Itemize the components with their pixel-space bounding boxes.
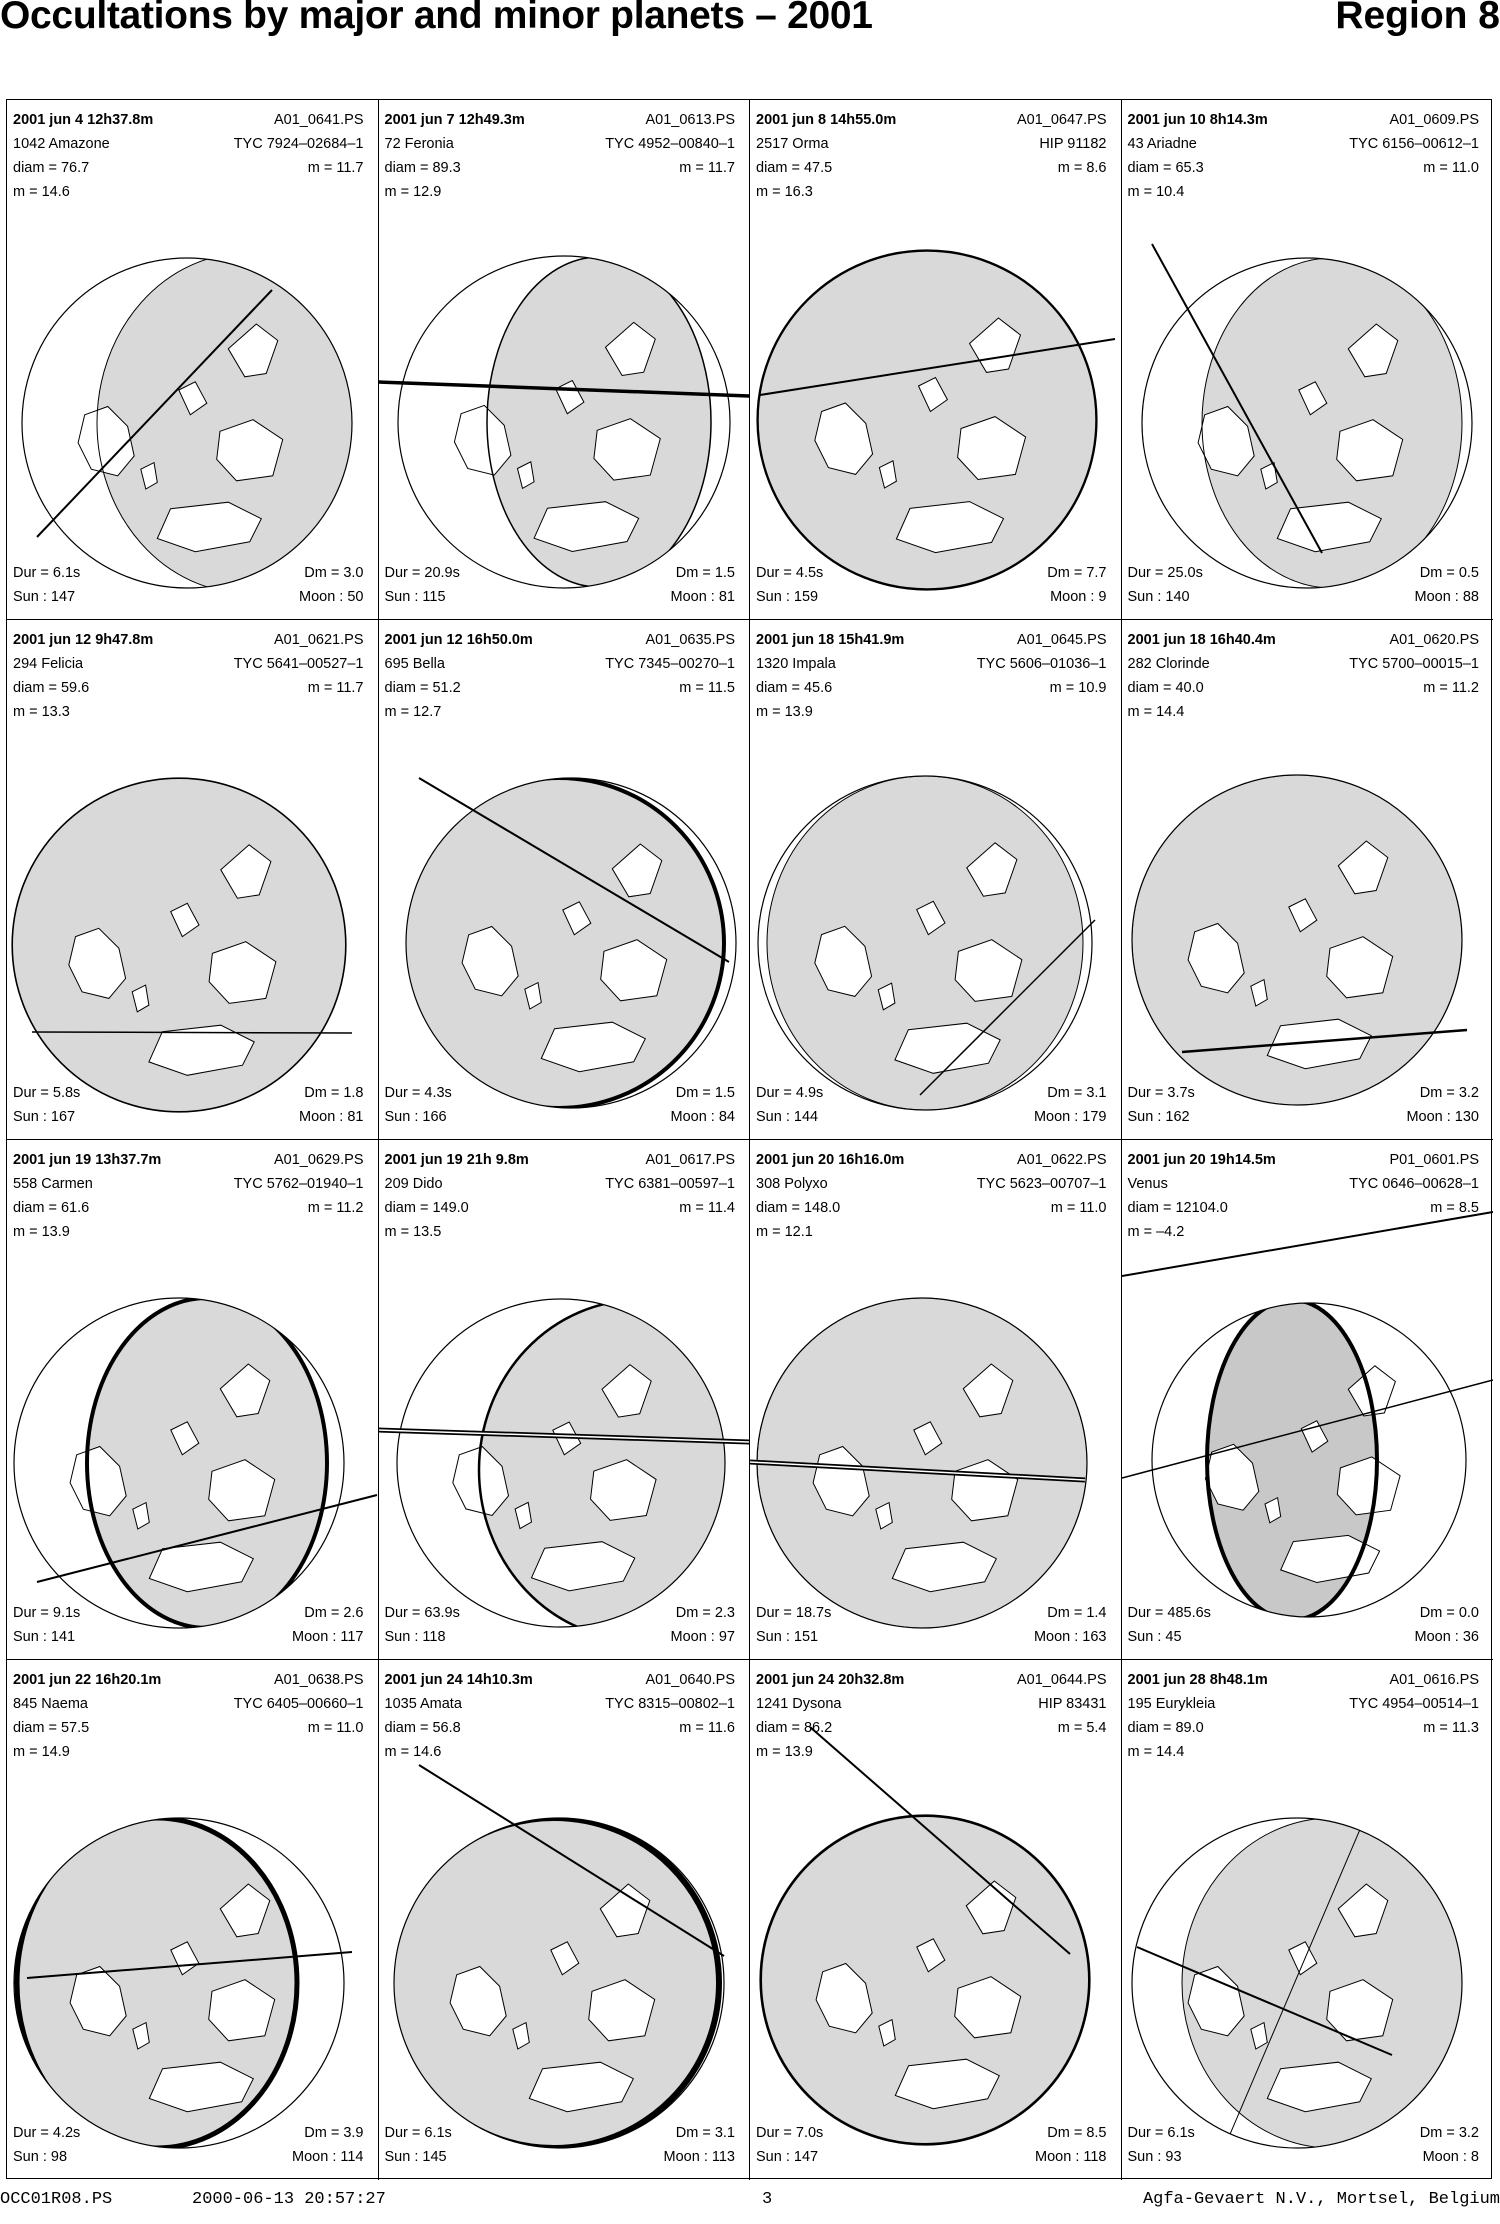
occultation-date: 2001 jun 10 8h14.3m xyxy=(1127,112,1268,128)
diameter: diam = 40.0 xyxy=(1127,680,1204,696)
duration: Dur = 4.9s xyxy=(756,1085,824,1101)
occultation-date: 2001 jun 12 9h47.8m xyxy=(13,632,154,648)
occultation-date: 2001 jun 8 14h55.0m xyxy=(756,112,897,128)
duration: Dur = 6.1s xyxy=(384,2125,452,2141)
occultation-date: 2001 jun 19 13h37.7m xyxy=(13,1152,162,1168)
star-id: TYC 6405–00660–1 xyxy=(233,1696,364,1712)
asteroid-name: 43 Ariadne xyxy=(1127,136,1197,152)
page-footer xyxy=(0,2190,1500,2220)
duration: Dur = 4.3s xyxy=(384,1085,452,1101)
magnitude-drop: Dm = 2.3 xyxy=(675,1605,735,1621)
asteroid-magnitude: m = 13.9 xyxy=(13,1224,70,1240)
asteroid-name: Venus xyxy=(1127,1176,1168,1192)
asteroid-magnitude: m = 13.9 xyxy=(756,1744,813,1760)
diameter: diam = 59.6 xyxy=(13,680,90,696)
plot-file: A01_0640.PS xyxy=(645,1672,735,1688)
star-magnitude: m = 11.2 xyxy=(307,1200,364,1216)
magnitude-drop: Dm = 3.2 xyxy=(1419,2125,1479,2141)
sun-elongation: Sun : 162 xyxy=(1127,1109,1190,1125)
star-magnitude: m = 11.7 xyxy=(679,160,735,176)
asteroid-magnitude: m = 10.4 xyxy=(1127,184,1185,200)
occultation-cell xyxy=(379,1660,751,2180)
diameter: diam = 12104.0 xyxy=(1127,1200,1228,1216)
globe-map xyxy=(750,1140,1122,1660)
star-id: TYC 5762–01940–1 xyxy=(233,1176,364,1192)
sun-elongation: Sun : 159 xyxy=(756,589,819,605)
occultation-cell xyxy=(750,1660,1122,2180)
star-id: TYC 8315–00802–1 xyxy=(605,1696,735,1712)
globe-map xyxy=(379,1140,751,1660)
plot-file: A01_0641.PS xyxy=(274,112,364,128)
globe-map xyxy=(379,1660,751,2180)
star-magnitude: m = 11.0 xyxy=(1050,1200,1107,1216)
diameter: diam = 57.5 xyxy=(13,1720,90,1736)
globe-map xyxy=(7,100,379,620)
asteroid-name: 1042 Amazone xyxy=(13,136,110,152)
duration: Dur = 485.6s xyxy=(1127,1605,1211,1621)
star-magnitude: m = 8.6 xyxy=(1057,160,1107,176)
plot-file: P01_0601.PS xyxy=(1389,1152,1479,1168)
duration: Dur = 4.2s xyxy=(13,2125,81,2141)
magnitude-drop: Dm = 3.2 xyxy=(1419,1085,1479,1101)
plot-file: A01_0621.PS xyxy=(274,632,364,648)
globe-map xyxy=(1122,100,1494,620)
star-id: HIP 83431 xyxy=(1038,1696,1107,1712)
magnitude-drop: Dm = 0.0 xyxy=(1419,1605,1479,1621)
page-title: Occultations by major and minor planets – 2001 xyxy=(0,0,873,37)
sun-elongation: Sun : 45 xyxy=(1127,1629,1182,1645)
occultation-cell xyxy=(379,100,751,620)
asteroid-magnitude: m = 14.4 xyxy=(1127,1744,1185,1760)
occultation-date: 2001 jun 18 16h40.4m xyxy=(1127,632,1276,648)
sun-elongation: Sun : 141 xyxy=(13,1629,76,1645)
moon-elongation: Moon : 118 xyxy=(1035,2149,1107,2165)
diameter: diam = 65.3 xyxy=(1127,160,1204,176)
star-id: TYC 4954–00514–1 xyxy=(1349,1696,1479,1712)
sun-elongation: Sun : 145 xyxy=(384,2149,447,2165)
footer-timestamp: 2000-06-13 20:57:27 xyxy=(192,2190,386,2209)
sun-elongation: Sun : 151 xyxy=(756,1629,819,1645)
star-magnitude: m = 11.3 xyxy=(1423,1720,1479,1736)
magnitude-drop: Dm = 3.1 xyxy=(1047,1085,1107,1101)
duration: Dur = 7.0s xyxy=(756,2125,824,2141)
moon-elongation: Moon : 81 xyxy=(670,589,735,605)
moon-elongation: Moon : 97 xyxy=(670,1629,735,1645)
star-id: TYC 4952–00840–1 xyxy=(605,136,735,152)
moon-elongation: Moon : 84 xyxy=(670,1109,735,1125)
occultation-date: 2001 jun 12 16h50.0m xyxy=(384,632,533,648)
duration: Dur = 9.1s xyxy=(13,1605,81,1621)
occultation-cell xyxy=(750,100,1122,620)
star-magnitude: m = 11.2 xyxy=(1423,680,1479,696)
globe-map xyxy=(750,100,1122,620)
magnitude-drop: Dm = 3.9 xyxy=(304,2125,364,2141)
asteroid-magnitude: m = –4.2 xyxy=(1127,1224,1185,1240)
duration: Dur = 63.9s xyxy=(384,1605,460,1621)
plot-file: A01_0613.PS xyxy=(645,112,735,128)
occultation-date: 2001 jun 7 12h49.3m xyxy=(384,112,525,128)
moon-elongation: Moon : 9 xyxy=(1050,589,1107,605)
moon-elongation: Moon : 163 xyxy=(1033,1629,1107,1645)
magnitude-drop: Dm = 1.4 xyxy=(1047,1605,1107,1621)
sun-elongation: Sun : 166 xyxy=(384,1109,447,1125)
star-id: TYC 0646–00628–1 xyxy=(1349,1176,1479,1192)
footer-page-number: 3 xyxy=(762,2190,773,2209)
magnitude-drop: Dm = 2.6 xyxy=(304,1605,364,1621)
asteroid-name: 845 Naema xyxy=(13,1696,88,1712)
occultation-date: 2001 jun 20 16h16.0m xyxy=(756,1152,905,1168)
star-id: TYC 6156–00612–1 xyxy=(1349,136,1479,152)
occultation-date: 2001 jun 18 15h41.9m xyxy=(756,632,905,648)
sun-elongation: Sun : 93 xyxy=(1127,2149,1182,2165)
occultation-cell xyxy=(1122,620,1494,1140)
plot-file: A01_0647.PS xyxy=(1017,112,1107,128)
plot-file: A01_0638.PS xyxy=(274,1672,364,1688)
globe-map xyxy=(7,620,379,1140)
occultation-date: 2001 jun 19 21h 9.8m xyxy=(384,1152,529,1168)
magnitude-drop: Dm = 7.7 xyxy=(1047,565,1107,581)
star-magnitude: m = 8.5 xyxy=(1430,1200,1479,1216)
occultation-cell xyxy=(1122,1140,1494,1660)
moon-elongation: Moon : 114 xyxy=(292,2149,364,2165)
globe-map xyxy=(750,1660,1122,2180)
occultation-date: 2001 jun 28 8h48.1m xyxy=(1127,1672,1268,1688)
globe-map xyxy=(750,620,1122,1140)
globe-map xyxy=(379,100,751,620)
plot-file: A01_0645.PS xyxy=(1017,632,1107,648)
occultation-date: 2001 jun 20 19h14.5m xyxy=(1127,1152,1276,1168)
diameter: diam = 45.6 xyxy=(756,680,833,696)
occultation-cell xyxy=(1122,1660,1494,2180)
star-magnitude: m = 11.7 xyxy=(307,680,364,696)
globe-map xyxy=(1122,1140,1494,1660)
asteroid-magnitude: m = 13.5 xyxy=(384,1224,442,1240)
duration: Dur = 5.8s xyxy=(13,1085,81,1101)
sun-elongation: Sun : 140 xyxy=(1127,589,1190,605)
duration: Dur = 25.0s xyxy=(1127,565,1203,581)
asteroid-name: 1241 Dysona xyxy=(756,1696,842,1712)
duration: Dur = 4.5s xyxy=(756,565,824,581)
occultation-grid xyxy=(6,99,1492,2179)
occultation-cell xyxy=(7,100,379,620)
sun-elongation: Sun : 147 xyxy=(756,2149,819,2165)
star-magnitude: m = 11.4 xyxy=(679,1200,735,1216)
magnitude-drop: Dm = 3.0 xyxy=(304,565,364,581)
asteroid-name: 72 Feronia xyxy=(384,136,454,152)
star-id: TYC 5700–00015–1 xyxy=(1349,656,1479,672)
asteroid-magnitude: m = 14.6 xyxy=(13,184,70,200)
asteroid-magnitude: m = 12.1 xyxy=(756,1224,813,1240)
sun-elongation: Sun : 147 xyxy=(13,589,76,605)
duration: Dur = 18.7s xyxy=(756,1605,832,1621)
star-magnitude: m = 5.4 xyxy=(1057,1720,1107,1736)
occultation-cell xyxy=(750,1140,1122,1660)
asteroid-name: 308 Polyxo xyxy=(756,1176,828,1192)
region-label: Region 8 xyxy=(1335,0,1500,37)
star-magnitude: m = 10.9 xyxy=(1049,680,1107,696)
asteroid-name: 2517 Orma xyxy=(756,136,829,152)
occultation-cell xyxy=(379,1140,751,1660)
diameter: diam = 149.0 xyxy=(384,1200,469,1216)
asteroid-name: 558 Carmen xyxy=(13,1176,93,1192)
sun-elongation: Sun : 115 xyxy=(384,589,446,605)
magnitude-drop: Dm = 1.5 xyxy=(675,565,735,581)
diameter: diam = 148.0 xyxy=(756,1200,841,1216)
diameter: diam = 76.7 xyxy=(13,160,90,176)
plot-file: A01_0609.PS xyxy=(1389,112,1479,128)
asteroid-name: 294 Felicia xyxy=(13,656,84,672)
sun-elongation: Sun : 167 xyxy=(13,1109,76,1125)
asteroid-name: 1035 Amata xyxy=(384,1696,462,1712)
asteroid-magnitude: m = 12.7 xyxy=(384,704,442,720)
moon-elongation: Moon : 81 xyxy=(299,1109,364,1125)
sun-elongation: Sun : 118 xyxy=(384,1629,446,1645)
star-magnitude: m = 11.0 xyxy=(307,1720,364,1736)
diameter: diam = 51.2 xyxy=(384,680,461,696)
occultation-date: 2001 jun 4 12h37.8m xyxy=(13,112,154,128)
asteroid-magnitude: m = 13.9 xyxy=(756,704,813,720)
plot-file: A01_0635.PS xyxy=(645,632,735,648)
asteroid-name: 695 Bella xyxy=(384,656,445,672)
duration: Dur = 3.7s xyxy=(1127,1085,1195,1101)
globe-map xyxy=(379,620,751,1140)
diameter: diam = 89.3 xyxy=(384,160,461,176)
star-id: TYC 7924–02684–1 xyxy=(233,136,364,152)
asteroid-magnitude: m = 14.6 xyxy=(384,1744,442,1760)
diameter: diam = 89.0 xyxy=(1127,1720,1204,1736)
moon-elongation: Moon : 36 xyxy=(1414,1629,1479,1645)
duration: Dur = 6.1s xyxy=(1127,2125,1195,2141)
plot-file: A01_0622.PS xyxy=(1017,1152,1107,1168)
occultation-date: 2001 jun 24 20h32.8m xyxy=(756,1672,905,1688)
occultation-cell xyxy=(7,1660,379,2180)
plot-file: A01_0616.PS xyxy=(1389,1672,1479,1688)
page-header xyxy=(0,0,1500,48)
magnitude-drop: Dm = 8.5 xyxy=(1047,2125,1107,2141)
star-magnitude: m = 11.0 xyxy=(1423,160,1479,176)
magnitude-drop: Dm = 3.1 xyxy=(675,2125,735,2141)
star-id: TYC 5623–00707–1 xyxy=(976,1176,1107,1192)
occultation-cell xyxy=(7,1140,379,1660)
asteroid-name: 1320 Impala xyxy=(756,656,836,672)
magnitude-drop: Dm = 0.5 xyxy=(1419,565,1479,581)
duration: Dur = 20.9s xyxy=(384,565,460,581)
plot-file: A01_0620.PS xyxy=(1389,632,1479,648)
star-magnitude: m = 11.5 xyxy=(679,680,735,696)
magnitude-drop: Dm = 1.5 xyxy=(675,1085,735,1101)
magnitude-drop: Dm = 1.8 xyxy=(304,1085,364,1101)
moon-elongation: Moon : 117 xyxy=(292,1629,364,1645)
star-id: TYC 5641–00527–1 xyxy=(233,656,364,672)
moon-elongation: Moon : 130 xyxy=(1406,1109,1479,1125)
star-id: TYC 6381–00597–1 xyxy=(605,1176,735,1192)
globe-map xyxy=(7,1140,379,1660)
plot-file: A01_0629.PS xyxy=(274,1152,364,1168)
moon-elongation: Moon : 88 xyxy=(1414,589,1479,605)
plot-file: A01_0617.PS xyxy=(645,1152,735,1168)
occultation-cell xyxy=(750,620,1122,1140)
plot-file: A01_0644.PS xyxy=(1017,1672,1107,1688)
star-magnitude: m = 11.6 xyxy=(679,1720,735,1736)
asteroid-magnitude: m = 12.9 xyxy=(384,184,442,200)
globe-map xyxy=(1122,1660,1494,2180)
moon-elongation: Moon : 179 xyxy=(1033,1109,1107,1125)
star-id: TYC 7345–00270–1 xyxy=(605,656,735,672)
diameter: diam = 56.8 xyxy=(384,1720,461,1736)
occultation-cell xyxy=(7,620,379,1140)
asteroid-magnitude: m = 14.9 xyxy=(13,1744,70,1760)
asteroid-name: 195 Eurykleia xyxy=(1127,1696,1216,1712)
diameter: diam = 86.2 xyxy=(756,1720,833,1736)
occultation-cell xyxy=(379,620,751,1140)
asteroid-magnitude: m = 13.3 xyxy=(13,704,70,720)
diameter: diam = 47.5 xyxy=(756,160,833,176)
star-id: TYC 5606–01036–1 xyxy=(976,656,1107,672)
moon-elongation: Moon : 50 xyxy=(299,589,364,605)
footer-credit: Agfa-Gevaert N.V., Mortsel, Belgium xyxy=(1142,2190,1500,2209)
occultation-date: 2001 jun 22 16h20.1m xyxy=(13,1672,162,1688)
diameter: diam = 61.6 xyxy=(13,1200,90,1216)
sun-elongation: Sun : 144 xyxy=(756,1109,819,1125)
star-id: HIP 91182 xyxy=(1039,136,1107,152)
duration: Dur = 6.1s xyxy=(13,565,81,581)
occultation-cell xyxy=(1122,100,1494,620)
globe-map xyxy=(1122,620,1494,1140)
occultation-date: 2001 jun 24 14h10.3m xyxy=(384,1672,533,1688)
asteroid-name: 282 Clorinde xyxy=(1127,656,1210,672)
moon-elongation: Moon : 113 xyxy=(663,2149,735,2165)
globe-map xyxy=(7,1660,379,2180)
asteroid-magnitude: m = 14.4 xyxy=(1127,704,1185,720)
sun-elongation: Sun : 98 xyxy=(13,2149,68,2165)
footer-file: OCC01R08.PS xyxy=(0,2190,113,2209)
star-magnitude: m = 11.7 xyxy=(307,160,364,176)
asteroid-magnitude: m = 16.3 xyxy=(756,184,813,200)
moon-elongation: Moon : 8 xyxy=(1422,2149,1479,2165)
asteroid-name: 209 Dido xyxy=(384,1176,443,1192)
